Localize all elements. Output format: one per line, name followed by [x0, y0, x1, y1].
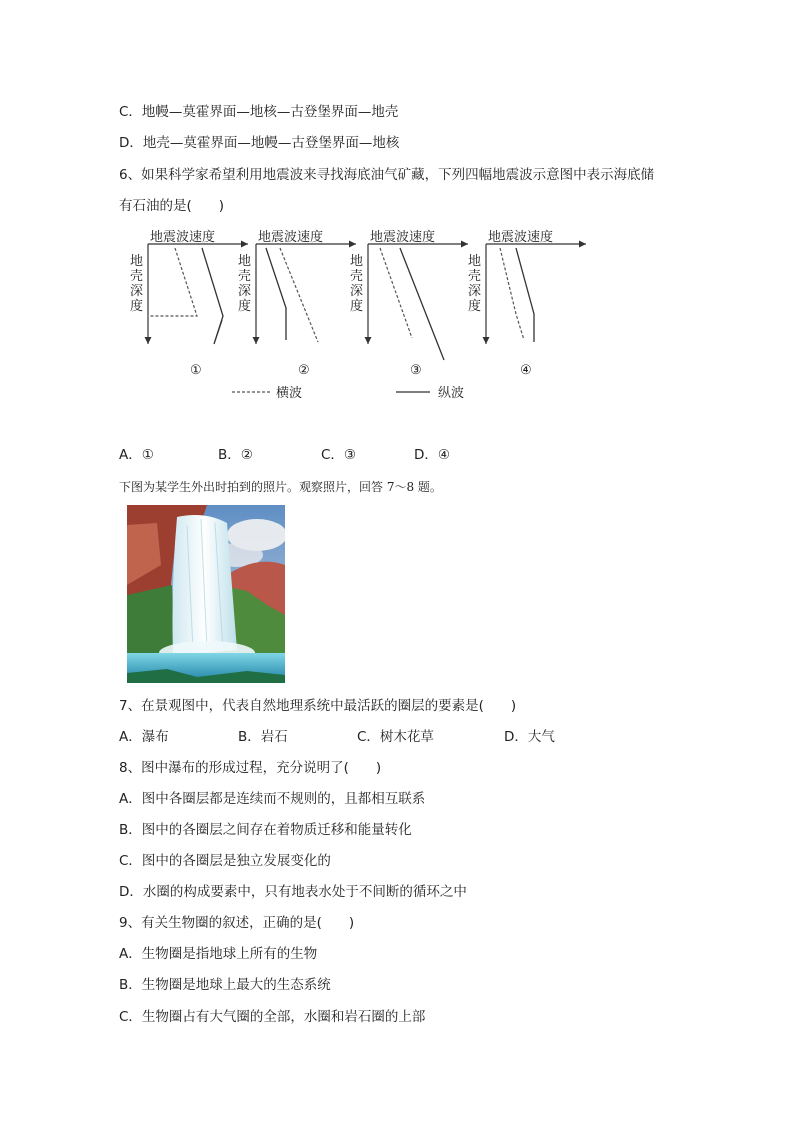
q8-option-c: C．图中的各圈层是独立发展变化的 — [119, 853, 331, 869]
svg-text:度: 度 — [468, 299, 482, 314]
y-axis-char-1: 地 — [130, 254, 144, 269]
panel-4 — [468, 229, 586, 378]
q8-option-a: A．图中各圈层都是连续而不规则的，且都相互联系 — [119, 791, 426, 807]
svg-text:深: 深 — [350, 284, 364, 299]
q7-option-b: B．岩石 — [238, 729, 288, 745]
q8-option-b: B．图中的各圈层之间存在着物质迁移和能量转化 — [119, 822, 412, 838]
svg-text:度: 度 — [238, 299, 252, 314]
x-axis-label: 地震波速度 — [150, 230, 216, 245]
q6-option-d: D．④ — [414, 447, 450, 463]
panel-label-4: ④ — [520, 363, 532, 378]
q6-stem-line1: 6、如果科学家希望利用地震波来寻找海底油气矿藏，下列四幅地震波示意图中表示海底储 — [119, 167, 655, 183]
q6-option-c: C．③ — [321, 447, 357, 463]
svg-text:壳: 壳 — [238, 269, 252, 284]
y-axis-char-3: 深 — [130, 284, 144, 299]
q6-stem-line2: 有石油的是( ) — [119, 198, 225, 214]
svg-text:地震波速度: 地震波速度 — [258, 230, 324, 245]
panel-label-1: ① — [190, 363, 202, 378]
svg-text:地: 地 — [468, 254, 482, 269]
q9-option-c: C．生物圈占有大气圈的全部，水圈和岩石圈的上部 — [119, 1009, 426, 1025]
q5-option-d: D．地壳—莫霍界面—地幔—古登堡界面—地核 — [119, 135, 400, 151]
q8-option-d: D．水圈的构成要素中，只有地表水处于不间断的循环之中 — [119, 884, 467, 900]
panel-2 — [238, 229, 356, 378]
q5-option-c: C．地幔—莫霍界面—地核—古登堡界面—地壳 — [119, 104, 399, 120]
q6-option-a: A．① — [119, 447, 154, 463]
q7-option-a: A．瀑布 — [119, 729, 169, 745]
q9-stem: 9、有关生物圈的叙述，正确的是( ) — [119, 915, 355, 931]
svg-text:度: 度 — [350, 299, 364, 314]
q9-option-b: B．生物圈是地球上最大的生态系统 — [119, 977, 331, 993]
q6-option-b: B．② — [218, 447, 253, 463]
panel-label-2: ② — [298, 363, 310, 378]
svg-text:地震波速度: 地震波速度 — [370, 230, 436, 245]
q9-option-a: A．生物圈是指地球上所有的生物 — [119, 946, 318, 962]
panel-3 — [350, 229, 468, 378]
waterfall-photo — [127, 505, 285, 683]
panel-1 — [130, 229, 248, 378]
photo-intro: 下图为某学生外出时拍到的照片。观察照片，回答 7～8 题。 — [119, 480, 442, 494]
svg-text:地震波速度: 地震波速度 — [488, 230, 554, 245]
svg-text:壳: 壳 — [468, 269, 482, 284]
legend — [232, 385, 464, 401]
seismic-wave-diagram — [120, 222, 590, 407]
q7-stem: 7、在景观图中，代表自然地理系统中最活跃的圈层的要素是( ) — [119, 698, 517, 714]
y-axis-char-4: 度 — [130, 299, 144, 314]
svg-text:地: 地 — [238, 254, 252, 269]
q8-stem: 8、图中瀑布的形成过程，充分说明了( ) — [119, 760, 382, 776]
q7-option-c: C．树木花草 — [357, 729, 434, 745]
panel-label-3: ③ — [410, 363, 422, 378]
q7-option-d: D．大气 — [504, 729, 555, 745]
svg-text:深: 深 — [468, 284, 482, 299]
svg-text:深: 深 — [238, 284, 252, 299]
legend-longitudinal: 纵波 — [438, 386, 465, 401]
svg-text:壳: 壳 — [350, 269, 364, 284]
y-axis-char-2: 壳 — [130, 269, 144, 284]
svg-text:地: 地 — [350, 254, 364, 269]
legend-transverse: 横波 — [276, 386, 303, 401]
